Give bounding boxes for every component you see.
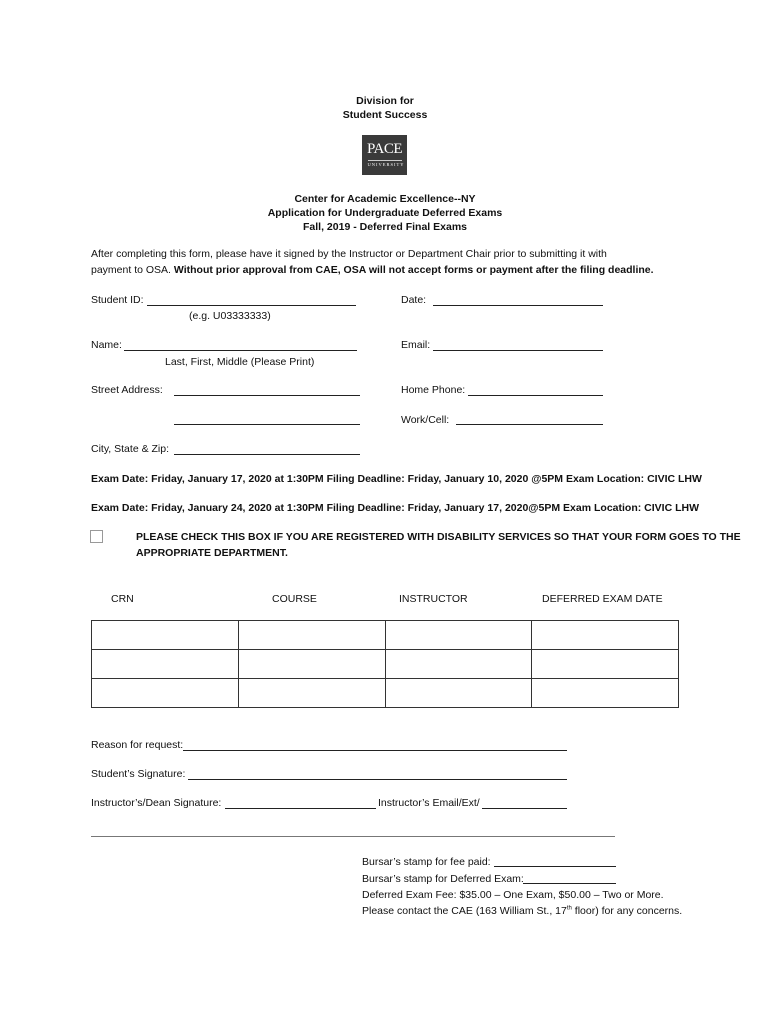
logo-wordmark: PACE <box>367 141 402 157</box>
divider <box>91 836 615 837</box>
home-phone-field[interactable] <box>468 395 603 396</box>
disability-services-checkbox[interactable] <box>90 530 103 543</box>
street-address-field-2[interactable] <box>174 424 360 425</box>
date-field[interactable] <box>433 305 603 306</box>
intro-line-2 <box>91 264 654 276</box>
table-cell[interactable] <box>238 650 385 679</box>
student-id-hint: (e.g. U03333333) <box>189 310 271 322</box>
deferred-exam-fee: Deferred Exam Fee: $35.00 – One Exam, $50.00 – Two or More. <box>362 889 664 901</box>
course-table <box>91 620 679 708</box>
contact-info <box>362 905 682 917</box>
student-id-label: Student ID: <box>91 294 144 306</box>
student-id-field[interactable] <box>147 305 356 306</box>
bursar-fee-label: Bursar’s stamp for fee paid: <box>362 856 491 868</box>
contact-superscript: th <box>566 905 572 912</box>
column-header-course: COURSE <box>272 593 317 605</box>
table-cell[interactable] <box>385 650 532 679</box>
bursar-deferred-label: Bursar’s stamp for Deferred Exam: <box>362 873 524 885</box>
bursar-fee-field[interactable] <box>494 866 616 867</box>
email-field[interactable] <box>433 350 603 351</box>
table-cell[interactable] <box>385 679 532 708</box>
logo-subtext: UNIVERSITY <box>367 162 405 167</box>
city-state-zip-field[interactable] <box>174 454 360 455</box>
student-signature-field[interactable] <box>188 779 567 780</box>
table-cell[interactable] <box>532 679 679 708</box>
table-cell[interactable] <box>532 621 679 650</box>
table-cell[interactable] <box>238 679 385 708</box>
instructor-signature-field[interactable] <box>225 808 376 809</box>
disability-text-1: PLEASE CHECK THIS BOX IF YOU ARE REGISTERED WITH DISABILITY SERVICES SO THAT YOUR FORM GOES TO THE <box>136 531 741 543</box>
table-cell[interactable] <box>385 621 532 650</box>
table-cell[interactable] <box>532 650 679 679</box>
email-label: Email: <box>401 339 431 351</box>
disability-text-2: APPROPRIATE DEPARTMENT. <box>136 547 288 559</box>
work-cell-field[interactable] <box>456 424 603 425</box>
name-label: Name: <box>91 339 122 351</box>
table-cell[interactable] <box>92 621 239 650</box>
student-signature-label: Student’s Signature: <box>91 768 186 780</box>
table-cell[interactable] <box>238 621 385 650</box>
instructor-email-field[interactable] <box>482 808 567 809</box>
intro-plain: payment to OSA. <box>91 264 171 276</box>
instructor-email-label: Instructor’s Email/Ext/ <box>378 797 480 809</box>
table-row <box>92 621 679 650</box>
reason-label: Reason for request: <box>91 739 184 751</box>
column-header-exam-date: DEFERRED EXAM DATE <box>542 593 663 605</box>
pace-university-logo <box>362 135 407 175</box>
name-hint: Last, First, Middle (Please Print) <box>165 356 315 368</box>
table-cell[interactable] <box>92 650 239 679</box>
column-header-instructor: INSTRUCTOR <box>399 593 468 605</box>
division-line-2: Student Success <box>342 109 428 121</box>
street-address-field[interactable] <box>174 395 360 396</box>
intro-warning: Without prior approval from CAE, OSA will not accept forms or payment after the filing deadline. <box>173 264 654 276</box>
contact-text-a: Please contact the CAE (163 William St., 17 <box>362 905 567 917</box>
title-application: Application for Undergraduate Deferred Exams <box>267 207 503 219</box>
title-term: Fall, 2019 - Deferred Final Exams <box>303 221 467 233</box>
contact-text-b: floor) for any concerns. <box>571 905 683 917</box>
reason-field[interactable] <box>183 750 567 751</box>
exam-info-2: Exam Date: Friday, January 24, 2020 at 1:30PM Filing Deadline: Friday, January 17, 2020@5PM Exam Location: CIVIC LHW <box>91 502 699 514</box>
name-field[interactable] <box>124 350 357 351</box>
street-address-label: Street Address: <box>91 384 163 396</box>
bursar-deferred-field[interactable] <box>523 883 616 884</box>
exam-info-1: Exam Date: Friday, January 17, 2020 at 1:30PM Filing Deadline: Friday, January 10, 2020 @5PM Exam Location: CIVIC LHW <box>91 473 702 485</box>
work-cell-label: Work/Cell: <box>401 414 450 426</box>
city-state-zip-label: City, State & Zip: <box>91 443 169 455</box>
home-phone-label: Home Phone: <box>401 384 466 396</box>
intro-line-1: After completing this form, please have it signed by the Instructor or Department Chair prior to submitting it with <box>91 248 607 260</box>
column-header-crn: CRN <box>111 593 134 605</box>
table-row <box>92 650 679 679</box>
division-line-1: Division for <box>356 95 414 107</box>
table-row <box>92 679 679 708</box>
table-cell[interactable] <box>92 679 239 708</box>
title-center: Center for Academic Excellence--NY <box>294 193 476 205</box>
instructor-signature-label: Instructor’s/Dean Signature: <box>91 797 222 809</box>
date-label: Date: <box>401 294 427 306</box>
